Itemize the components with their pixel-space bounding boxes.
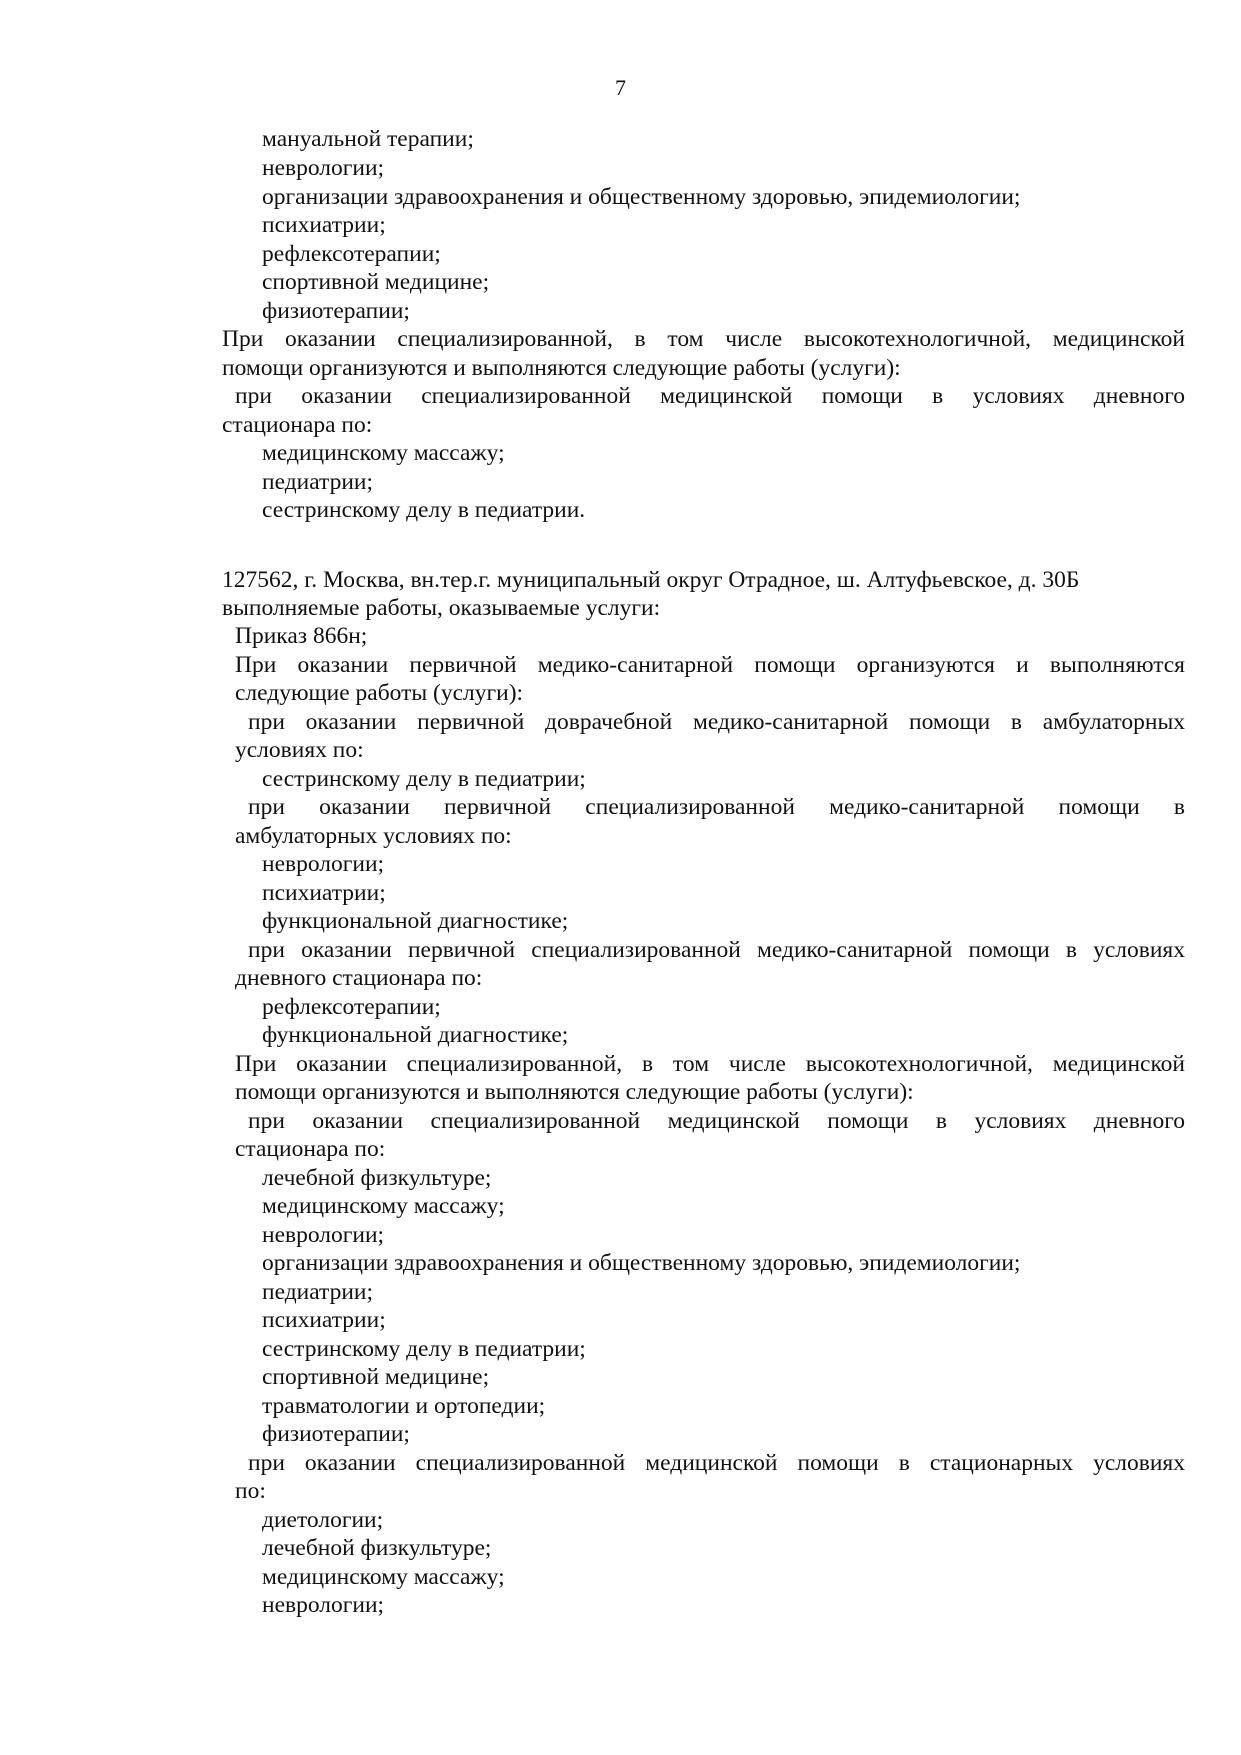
list-item: физиотерапии;	[262, 1421, 410, 1447]
list-item: неврологии;	[262, 155, 385, 181]
paragraph-line: при оказании специализированной медицинской помощи в условиях дневного	[248, 1108, 1185, 1134]
address-line: 127562, г. Москва, вн.тер.г. муниципальный округ Отрадное, ш. Алтуфьевское, д. 30Б	[222, 567, 1080, 593]
paragraph-line: при оказании первичной доврачебной медико-санитарной помощи в амбулаторных	[248, 709, 1185, 735]
list-item: психиатрии;	[262, 880, 386, 906]
list-item: организации здравоохранения и общественному здоровью, эпидемиологии;	[262, 1250, 1021, 1276]
order-line: Приказ 866н;	[235, 623, 368, 649]
list-item: лечебной физкультуре;	[262, 1165, 492, 1191]
list-item: педиатрии;	[262, 469, 374, 495]
services-label: выполняемые работы, оказываемые услуги:	[222, 595, 661, 621]
list-item: медицинскому массажу;	[262, 440, 505, 466]
list-item: психиатрии;	[262, 1307, 386, 1333]
list-item: организации здравоохранения и общественному здоровью, эпидемиологии;	[262, 184, 1021, 210]
list-item: сестринскому делу в педиатрии.	[262, 497, 586, 523]
list-item: мануальной терапии;	[262, 126, 474, 152]
list-item: неврологии;	[262, 1222, 385, 1248]
list-item: спортивной медицине;	[262, 269, 490, 295]
paragraph-line: условиях по:	[235, 737, 364, 763]
paragraph-line: по:	[235, 1478, 266, 1504]
list-item: педиатрии;	[262, 1279, 374, 1305]
list-item: физиотерапии;	[262, 298, 410, 324]
paragraph-line: При оказании специализированной, в том числе высокотехнологичной, медицинской	[235, 1051, 1185, 1077]
list-item: рефлексотерапии;	[262, 994, 441, 1020]
list-item: травматологии и ортопедии;	[262, 1393, 546, 1419]
paragraph-line: при оказании первичной специализированной медико-санитарной помощи в условиях	[248, 937, 1185, 963]
list-item: функциональной диагностике;	[262, 908, 569, 934]
paragraph-line: стационара по:	[235, 1136, 386, 1162]
list-item: медицинскому массажу;	[262, 1193, 505, 1219]
paragraph-line: При оказании первичной медико-санитарной помощи организуются и выполняются	[235, 652, 1185, 678]
paragraph-line: При оказании специализированной, в том числе высокотехнологичной, медицинской	[222, 326, 1185, 352]
paragraph-line: амбулаторных условиях по:	[235, 823, 512, 849]
paragraph-line: при оказании специализированной медицинской помощи в условиях дневного	[235, 383, 1185, 409]
paragraph-line: следующие работы (услуги):	[235, 680, 524, 706]
list-item: сестринскому делу в педиатрии;	[262, 1336, 586, 1362]
list-item: функциональной диагностике;	[262, 1022, 569, 1048]
list-item: неврологии;	[262, 851, 385, 877]
paragraph-line: дневного стационара по:	[235, 965, 483, 991]
page-number: 7	[615, 75, 626, 100]
list-item: диетологии;	[262, 1507, 384, 1533]
list-item: рефлексотерапии;	[262, 241, 441, 267]
list-item: сестринскому делу в педиатрии;	[262, 766, 586, 792]
paragraph-line: помощи организуются и выполняются следующие работы (услуги):	[235, 1079, 914, 1105]
list-item: медицинскому массажу;	[262, 1564, 505, 1590]
list-item: психиатрии;	[262, 212, 386, 238]
list-item: неврологии;	[262, 1592, 385, 1618]
paragraph-line: при оказании специализированной медицинской помощи в стационарных условиях	[248, 1450, 1185, 1476]
paragraph-line: стационара по:	[222, 412, 373, 438]
paragraph-line: при оказании первичной специализированной медико-санитарной помощи в	[248, 794, 1185, 820]
list-item: спортивной медицине;	[262, 1364, 490, 1390]
list-item: лечебной физкультуре;	[262, 1535, 492, 1561]
paragraph-line: помощи организуются и выполняются следующие работы (услуги):	[222, 355, 901, 381]
